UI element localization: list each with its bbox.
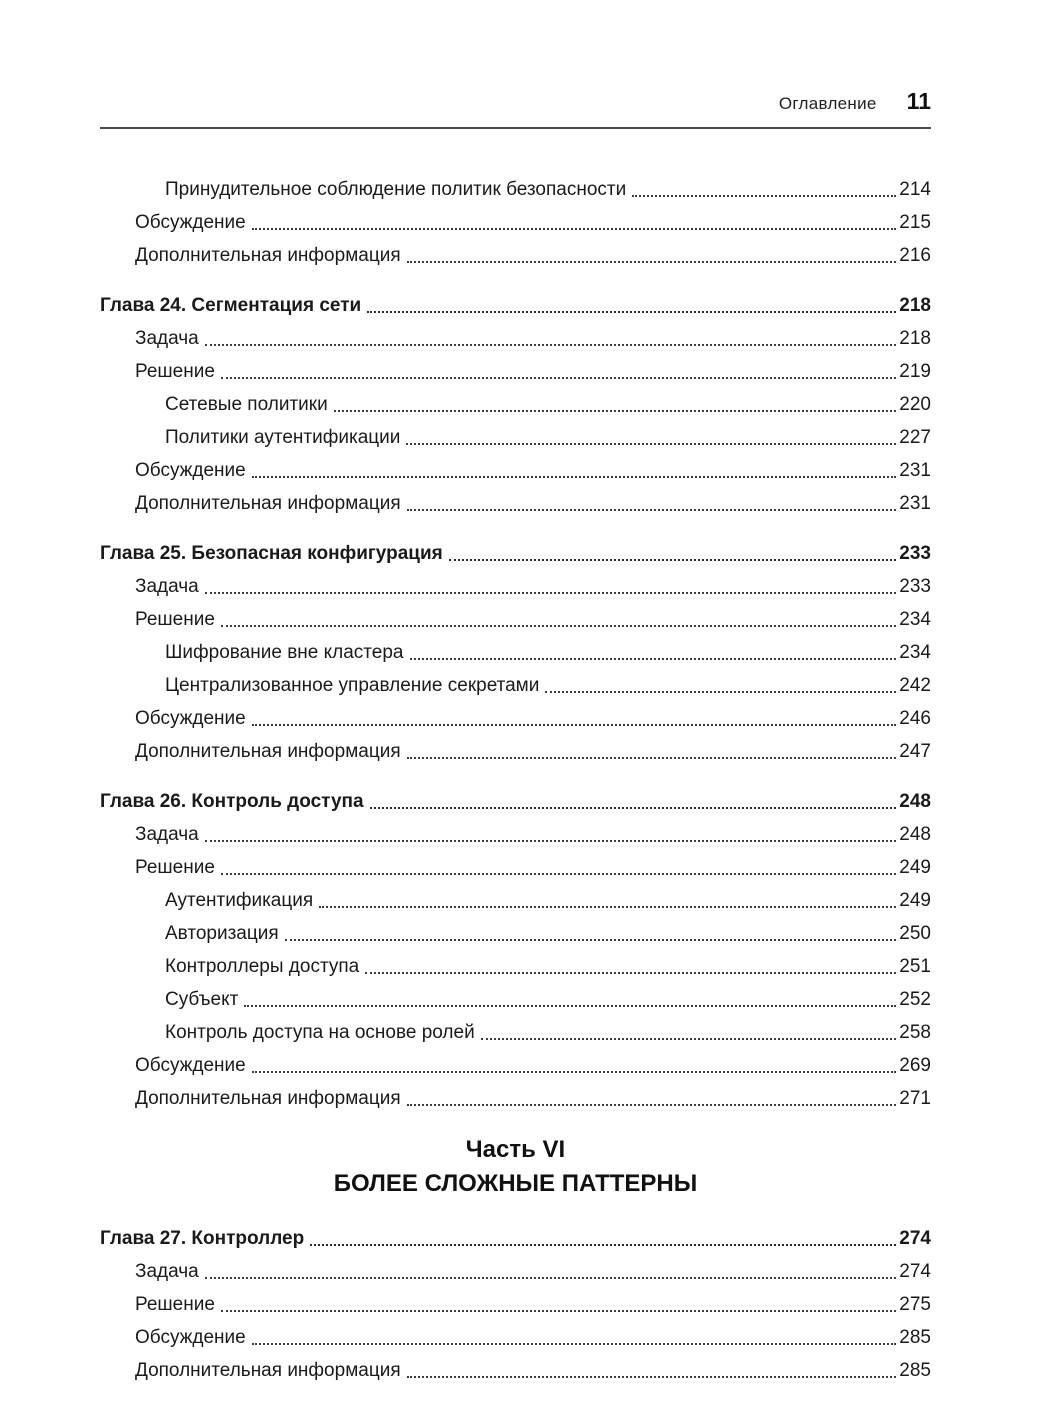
- toc-chapter-entry: [100, 533, 931, 566]
- toc-entry-page: 216: [899, 245, 931, 266]
- toc-entry-label: Дополнительная информация: [135, 1360, 401, 1381]
- toc-entry: [100, 880, 931, 913]
- toc-entry-page: 249: [899, 857, 931, 878]
- toc-entry-page: 285: [899, 1327, 931, 1348]
- toc-chapter-entry: [100, 781, 931, 814]
- toc-entry-page: 251: [899, 956, 931, 977]
- toc-entry-page: 247: [899, 741, 931, 762]
- toc-entry-label: Обсуждение: [135, 460, 246, 481]
- toc-entry: [100, 599, 931, 632]
- toc-entry-label: Дополнительная информация: [135, 493, 401, 514]
- toc-entry-page: 233: [899, 543, 931, 564]
- toc-entry: [100, 1045, 931, 1078]
- toc-entry-label: Глава 25. Безопасная конфигурация: [100, 543, 443, 564]
- toc-entry-label: Обсуждение: [135, 1327, 246, 1348]
- toc-entry: [100, 1284, 931, 1317]
- toc-entry: [100, 450, 931, 483]
- dot-leader: [205, 592, 897, 594]
- part-number: Часть VI: [465, 1136, 566, 1163]
- toc-entry-label: Решение: [135, 1294, 215, 1315]
- dot-leader: [407, 757, 897, 759]
- toc-chapter-entry: [100, 285, 931, 318]
- toc-entry-page: 274: [899, 1228, 931, 1249]
- dot-leader: [205, 344, 897, 346]
- header-title: Оглавление: [778, 94, 877, 113]
- toc-entry-page: 252: [899, 989, 931, 1010]
- toc-entry: [100, 169, 931, 202]
- toc-entry: [100, 1251, 931, 1284]
- dot-leader: [407, 509, 897, 511]
- toc-entry-label: Обсуждение: [135, 708, 246, 729]
- dot-leader: [252, 1071, 897, 1073]
- dot-leader: [221, 377, 896, 379]
- table-of-contents: [100, 169, 931, 1383]
- toc-chapter-entry: [100, 1218, 931, 1251]
- dot-leader: [205, 1277, 897, 1279]
- dot-leader: [407, 1376, 897, 1378]
- part-heading: [100, 1133, 931, 1201]
- dot-leader: [205, 840, 897, 842]
- toc-entry: [100, 417, 931, 450]
- toc-entry: [100, 1078, 931, 1111]
- dot-leader: [252, 476, 897, 478]
- dot-leader: [334, 410, 897, 412]
- toc-entry-label: Аутентификация: [165, 890, 314, 911]
- toc-entry: [100, 351, 931, 384]
- toc-entry-label: Дополнительная информация: [135, 1088, 401, 1109]
- dot-leader: [370, 807, 897, 809]
- toc-entry-page: 248: [899, 791, 931, 812]
- toc-entry: [100, 665, 931, 698]
- toc-entry-label: Задача: [135, 824, 199, 845]
- toc-entry: [100, 814, 931, 847]
- toc-entry-page: 220: [899, 394, 931, 415]
- toc-entry-page: 234: [899, 642, 931, 663]
- toc-entry-page: 274: [899, 1261, 931, 1282]
- toc-entry-page: 258: [899, 1022, 931, 1043]
- toc-entry-page: 215: [899, 212, 931, 233]
- toc-entry-page: 214: [899, 179, 931, 200]
- toc-entry-page: 231: [899, 493, 931, 514]
- toc-entry: [100, 698, 931, 731]
- toc-entry-label: Политики аутентификации: [165, 427, 401, 448]
- dot-leader: [406, 443, 896, 445]
- toc-entry-page: 234: [899, 609, 931, 630]
- dot-leader: [252, 228, 897, 230]
- dot-leader: [407, 1104, 897, 1106]
- dot-leader: [319, 906, 896, 908]
- toc-entry-label: Принудительное соблюдение политик безопасности: [165, 179, 627, 200]
- dot-leader: [244, 1005, 896, 1007]
- toc-entry-label: Авторизация: [165, 923, 279, 944]
- toc-entry-page: 246: [899, 708, 931, 729]
- toc-entry: [100, 202, 931, 235]
- toc-entry: [100, 632, 931, 665]
- dot-leader: [221, 873, 896, 875]
- toc-entry: [100, 1012, 931, 1045]
- toc-entry-page: 218: [899, 295, 931, 316]
- toc-entry-label: Задача: [135, 328, 199, 349]
- toc-entry-label: Дополнительная информация: [135, 741, 401, 762]
- toc-entry-label: Контроллеры доступа: [165, 956, 360, 977]
- toc-entry-label: Субъект: [165, 989, 239, 1010]
- dot-leader: [407, 261, 897, 263]
- toc-entry-label: Глава 24. Сегментация сети: [100, 295, 362, 316]
- toc-entry: [100, 566, 931, 599]
- toc-entry-page: 231: [899, 460, 931, 481]
- toc-entry-label: Шифрование вне кластера: [165, 642, 404, 663]
- toc-entry-label: Решение: [135, 609, 215, 630]
- dot-leader: [365, 972, 896, 974]
- dot-leader: [545, 691, 896, 693]
- dot-leader: [310, 1244, 896, 1246]
- toc-entry-label: Глава 26. Контроль доступа: [100, 791, 364, 812]
- dot-leader: [481, 1038, 897, 1040]
- toc-entry: [100, 946, 931, 979]
- toc-entry-page: 219: [899, 361, 931, 382]
- toc-entry-page: 242: [899, 675, 931, 696]
- toc-entry: [100, 847, 931, 880]
- dot-leader: [252, 724, 897, 726]
- toc-entry: [100, 384, 931, 417]
- dot-leader: [252, 1343, 897, 1345]
- toc-entry: [100, 731, 931, 764]
- toc-entry: [100, 318, 931, 351]
- dot-leader: [285, 939, 897, 941]
- dot-leader: [367, 311, 896, 313]
- toc-entry-page: 250: [899, 923, 931, 944]
- header-rule: [100, 127, 931, 129]
- toc-entry-page: 248: [899, 824, 931, 845]
- toc-entry-label: Решение: [135, 361, 215, 382]
- header-page-number: 11: [906, 88, 931, 114]
- toc-entry-page: 271: [899, 1088, 931, 1109]
- toc-entry-page: 285: [899, 1360, 931, 1381]
- toc-entry-label: Решение: [135, 857, 215, 878]
- dot-leader: [410, 658, 897, 660]
- dot-leader: [221, 1310, 896, 1312]
- toc-entry-label: Сетевые политики: [165, 394, 328, 415]
- toc-entry-label: Контроль доступа на основе ролей: [165, 1022, 475, 1043]
- toc-entry-label: Обсуждение: [135, 1055, 246, 1076]
- dot-leader: [221, 625, 896, 627]
- toc-entry-page: 227: [899, 427, 931, 448]
- part-title: БОЛЕЕ СЛОЖНЫЕ ПАТТЕРНЫ: [333, 1170, 698, 1197]
- toc-entry-label: Дополнительная информация: [135, 245, 401, 266]
- toc-entry-label: Задача: [135, 1261, 199, 1282]
- toc-entry-label: Централизованное управление секретами: [165, 675, 540, 696]
- toc-entry: [100, 913, 931, 946]
- toc-entry-label: Глава 27. Контроллер: [100, 1228, 305, 1249]
- toc-entry: [100, 235, 931, 268]
- toc-entry-page: 233: [899, 576, 931, 597]
- toc-entry-page: 249: [899, 890, 931, 911]
- toc-entry-page: 218: [899, 328, 931, 349]
- dot-leader: [632, 195, 896, 197]
- toc-entry: [100, 483, 931, 516]
- toc-entry-page: 275: [899, 1294, 931, 1315]
- toc-entry: [100, 1317, 931, 1350]
- toc-entry: [100, 1350, 931, 1383]
- dot-leader: [449, 559, 897, 561]
- toc-entry-page: 269: [899, 1055, 931, 1076]
- toc-entry-label: Обсуждение: [135, 212, 246, 233]
- toc-entry: [100, 979, 931, 1012]
- page-header: [100, 88, 931, 127]
- toc-entry-label: Задача: [135, 576, 199, 597]
